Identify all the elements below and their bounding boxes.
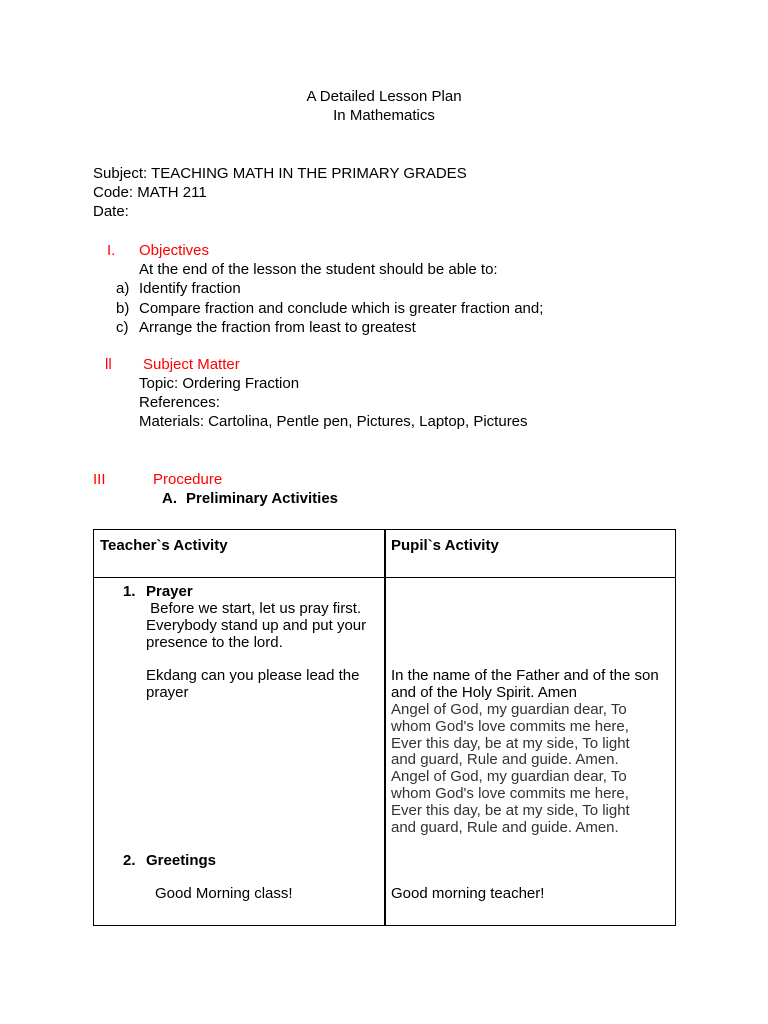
pupil-prayer-line: Ever this day, be at my side, To light [391, 735, 630, 752]
preliminary-heading: Preliminary Activities [186, 490, 339, 507]
subject-matter-heading: Subject Matter [143, 356, 240, 373]
topic-line: Topic: Ordering Fraction [139, 375, 300, 392]
activity-table [93, 529, 676, 926]
pupil-greeting: Good morning teacher! [391, 885, 545, 902]
objective-marker: a) [116, 280, 130, 297]
date-line: Date: [93, 203, 129, 220]
teacher-prayer-line: Before we start, let us pray first. [146, 600, 362, 617]
table-column-divider [384, 530, 386, 925]
procedure-numeral: III [93, 471, 106, 488]
pupil-column-header: Pupil`s Activity [391, 537, 499, 554]
pupil-prayer-line: and guard, Rule and guide. Amen. [391, 751, 619, 768]
greetings-heading: Greetings [146, 852, 217, 869]
pupil-prayer-line: Ever this day, be at my side, To light [391, 802, 630, 819]
code-line: Code: MATH 211 [93, 184, 207, 201]
document-title: A Detailed Lesson Plan [306, 88, 462, 105]
prayer-number: 1. [123, 583, 136, 600]
greetings-number: 2. [123, 852, 136, 869]
document-subtitle: In Mathematics [333, 107, 435, 124]
pupil-prayer-line: and of the Holy Spirit. Amen [391, 684, 577, 701]
objectives-heading: Objectives [139, 242, 210, 259]
materials-line: Materials: Cartolina, Pentle pen, Pictures, Laptop, Pictures [139, 413, 528, 430]
subject-matter-numeral: ll [105, 356, 112, 373]
pupil-prayer-line: and guard, Rule and guide. Amen. [391, 819, 619, 836]
objective-item: Identify fraction [139, 280, 241, 297]
pupil-prayer-line: Angel of God, my guardian dear, To [391, 768, 627, 785]
pupil-prayer-line: whom God's love commits me here, [391, 785, 629, 802]
objective-marker: c) [116, 319, 129, 336]
teacher-prayer-line: presence to the lord. [146, 634, 283, 651]
teacher-prayer-line: Ekdang can you please lead the [146, 667, 360, 684]
pupil-prayer-line: In the name of the Father and of the son [391, 667, 659, 684]
subject-line: Subject: TEACHING MATH IN THE PRIMARY GRADES [93, 165, 467, 182]
prayer-heading: Prayer [146, 583, 193, 600]
teacher-column-header: Teacher`s Activity [100, 537, 228, 554]
objective-item: Compare fraction and conclude which is greater fraction and; [139, 300, 544, 317]
pupil-prayer-line: whom God's love commits me here, [391, 718, 629, 735]
procedure-heading: Procedure [153, 471, 223, 488]
teacher-greeting: Good Morning class! [155, 885, 293, 902]
teacher-prayer-line: Everybody stand up and put your [146, 617, 367, 634]
objective-marker: b) [116, 300, 130, 317]
teacher-prayer-line: prayer [146, 684, 189, 701]
references-line: References: [139, 394, 220, 411]
objectives-numeral: I. [107, 242, 116, 259]
objective-item: Arrange the fraction from least to greatest [139, 319, 416, 336]
objectives-intro: At the end of the lesson the student should be able to: [139, 261, 498, 278]
pupil-prayer-line: Angel of God, my guardian dear, To [391, 701, 627, 718]
preliminary-marker: A. [162, 490, 177, 507]
